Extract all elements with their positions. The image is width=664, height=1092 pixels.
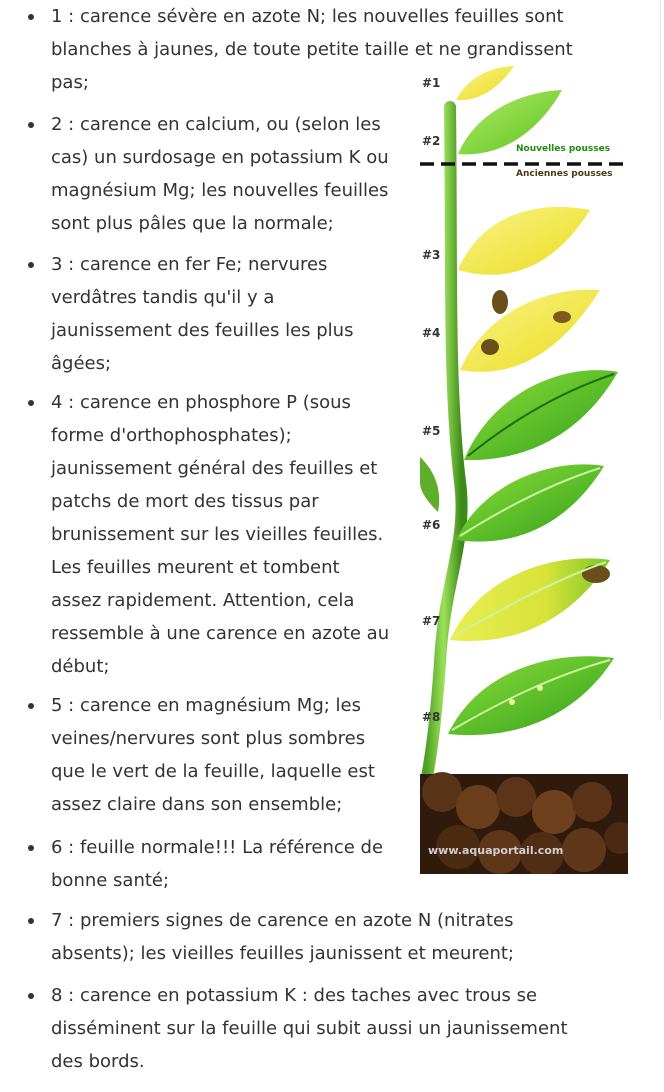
list-item-line: Les feuilles meurent et tombent (51, 557, 340, 578)
list-item (51, 904, 514, 970)
list-item-line: pas; (51, 72, 89, 93)
list-item-line: 1 : carence sévère en azote N; les nouvelles feuilles sont (51, 6, 564, 27)
list-item-line: début; (51, 656, 110, 677)
list-item-line: que le vert de la feuille, laquelle est (51, 761, 375, 782)
old-growth-label: Anciennes pousses (516, 169, 613, 179)
list-item-line: cas) un surdosage en potassium K ou (51, 147, 389, 168)
list-item-line: bonne santé; (51, 870, 170, 891)
list-item-line: verdâtres tandis qu'il y a (51, 287, 275, 308)
list-item (51, 386, 389, 683)
list-item-line: patchs de mort des tissus par (51, 491, 319, 512)
list-item-line: âgées; (51, 353, 112, 374)
list-item-line: 2 : carence en calcium, ou (selon les (51, 114, 381, 135)
list-item-line: 3 : carence en fer Fe; nervures (51, 254, 328, 275)
list-item-line: blanches à jaunes, de toute petite taille et ne grandissent (51, 39, 573, 60)
leaf-label-1: #1 (422, 76, 441, 90)
leaf-label-8: #8 (422, 710, 441, 724)
leaf-label-2: #2 (422, 134, 441, 148)
list-item-line: ressemble à une carence en azote au (51, 623, 390, 644)
list-item-line: veines/nervures sont plus sombres (51, 728, 366, 749)
list-item-line: sont plus pâles que la normale; (51, 213, 334, 234)
list-item-line: jaunissement des feuilles les plus (51, 320, 354, 341)
leaf-label-7: #7 (422, 614, 441, 628)
plant-svg (420, 62, 628, 874)
leaf-label-4: #4 (422, 326, 441, 340)
list-item-line: brunissement sur les vieilles feuilles. (51, 524, 384, 545)
list-item-line: assez claire dans son ensemble; (51, 794, 343, 815)
list-item (51, 979, 568, 1078)
list-item-line: des bords. (51, 1051, 145, 1072)
list-item-line: assez rapidement. Attention, cela (51, 590, 355, 611)
soil (420, 772, 628, 874)
list-item-line: magnésium Mg; les nouvelles feuilles (51, 180, 389, 201)
list-item-line: jaunissement général des feuilles et (51, 458, 378, 479)
leaf-label-6: #6 (422, 518, 441, 532)
list-item-line: forme d'orthophosphates); (51, 425, 292, 446)
list-item-line: 5 : carence en magnésium Mg; les (51, 695, 361, 716)
watermark-text: www.aquaportail.com (428, 844, 564, 857)
leaf-label-5: #5 (422, 424, 441, 438)
list-item-line: 7 : premiers signes de carence en azote N (nitrates (51, 910, 514, 931)
list-item (51, 831, 383, 897)
list-item (51, 108, 389, 240)
list-item-line: disséminent sur la feuille qui subit aussi un jaunissement (51, 1018, 568, 1039)
column-divider (660, 0, 661, 720)
plant-illustration (420, 62, 628, 874)
list-item (51, 689, 375, 821)
list-item-line: 6 : feuille normale!!! La référence de (51, 837, 384, 858)
list-item (51, 248, 353, 380)
list-item-line: absents); les vieilles feuilles jaunissent et meurent; (51, 943, 514, 964)
list-item-line: 8 : carence en potassium K : des taches avec trous se (51, 985, 538, 1006)
list-item-line: 4 : carence en phosphore P (sous (51, 392, 351, 413)
leaf-label-3: #3 (422, 248, 441, 262)
new-growth-label: Nouvelles pousses (516, 144, 611, 154)
